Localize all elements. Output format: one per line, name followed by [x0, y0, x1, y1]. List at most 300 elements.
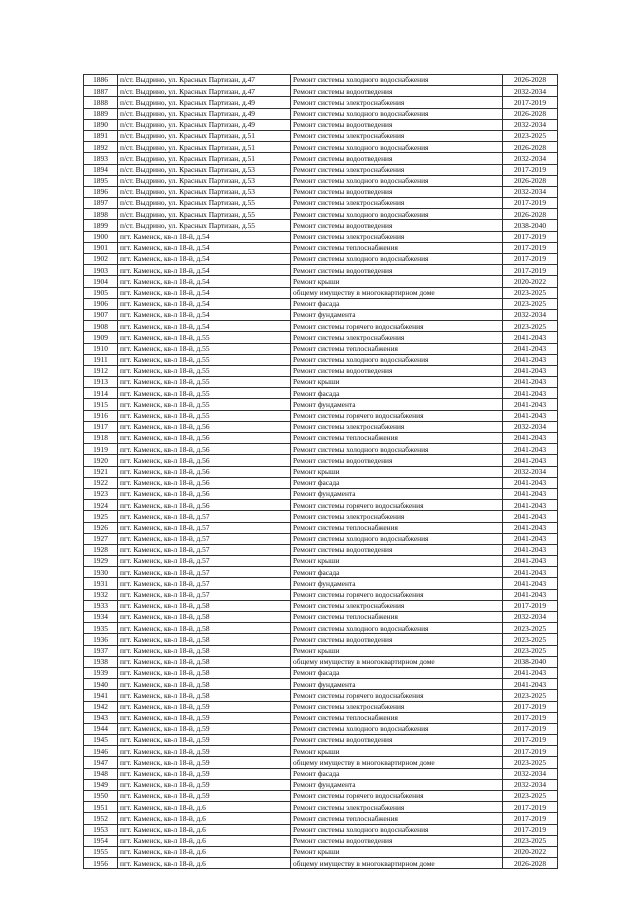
address-cell: пгт. Каменск, кв-л 18-й, д.6 — [118, 858, 291, 869]
address-cell: п/ст. Выдрино, ул. Красных Партизан, д.53 — [118, 164, 291, 175]
row-number: 1932 — [84, 589, 118, 600]
table-row — [84, 578, 558, 589]
repair-schedule-table — [83, 74, 558, 869]
address-cell: п/ст. Выдрино, ул. Красных Партизан, д.53 — [118, 186, 291, 197]
table-row — [84, 735, 558, 746]
row-number: 1938 — [84, 656, 118, 667]
row-number: 1922 — [84, 477, 118, 488]
address-cell: пгт. Каменск, кв-л 18-й, д.6 — [118, 824, 291, 835]
address-cell: пгт. Каменск, кв-л 18-й, д.59 — [118, 712, 291, 723]
row-number: 1894 — [84, 164, 118, 175]
address-cell: п/ст. Выдрино, ул. Красных Партизан, д.53 — [118, 175, 291, 186]
period-cell: 2017-2019 — [503, 824, 558, 835]
address-cell: пгт. Каменск, кв-л 18-й, д.59 — [118, 757, 291, 768]
work-type-cell: Ремонт системы электроснабжения — [291, 511, 503, 522]
period-cell: 2023-2025 — [503, 130, 558, 141]
table-row — [84, 365, 558, 376]
period-cell: 2017-2019 — [503, 97, 558, 108]
address-cell: пгт. Каменск, кв-л 18-й, д.54 — [118, 287, 291, 298]
address-cell: пгт. Каменск, кв-л 18-й, д.58 — [118, 679, 291, 690]
table-row — [84, 220, 558, 231]
period-cell: 2032-2034 — [503, 153, 558, 164]
row-number: 1925 — [84, 511, 118, 522]
address-cell: пгт. Каменск, кв-л 18-й, д.58 — [118, 690, 291, 701]
period-cell: 2032-2034 — [503, 421, 558, 432]
row-number: 1886 — [84, 75, 118, 86]
period-cell: 2041-2043 — [503, 343, 558, 354]
table-row — [84, 421, 558, 432]
period-cell: 2023-2025 — [503, 690, 558, 701]
table-row — [84, 667, 558, 678]
address-cell: пгт. Каменск, кв-л 18-й, д.57 — [118, 578, 291, 589]
address-cell: п/ст. Выдрино, ул. Красных Партизан, д.47 — [118, 86, 291, 97]
period-cell: 2041-2043 — [503, 377, 558, 388]
period-cell: 2017-2019 — [503, 242, 558, 253]
row-number: 1937 — [84, 645, 118, 656]
period-cell: 2026-2028 — [503, 175, 558, 186]
row-number: 1926 — [84, 522, 118, 533]
table-row — [84, 511, 558, 522]
work-type-cell: Ремонт фасада — [291, 567, 503, 578]
work-type-cell: Ремонт фасада — [291, 477, 503, 488]
address-cell: пгт. Каменск, кв-л 18-й, д.56 — [118, 500, 291, 511]
table-row — [84, 343, 558, 354]
address-cell: пгт. Каменск, кв-л 18-й, д.57 — [118, 511, 291, 522]
work-type-cell: Ремонт системы холодного водоснабжения — [291, 142, 503, 153]
table-row — [84, 544, 558, 555]
row-number: 1906 — [84, 298, 118, 309]
table-row — [84, 354, 558, 365]
row-number: 1955 — [84, 846, 118, 857]
work-type-cell: Ремонт системы электроснабжения — [291, 164, 503, 175]
table-row — [84, 75, 558, 86]
work-type-cell: Ремонт системы холодного водоснабжения — [291, 723, 503, 734]
table-row — [84, 86, 558, 97]
period-cell: 2041-2043 — [503, 399, 558, 410]
table-row — [84, 142, 558, 153]
address-cell: пгт. Каменск, кв-л 18-й, д.59 — [118, 768, 291, 779]
table-row — [84, 119, 558, 130]
table-row — [84, 500, 558, 511]
address-cell: п/ст. Выдрино, ул. Красных Партизан, д.49 — [118, 119, 291, 130]
work-type-cell: Ремонт системы водоотведения — [291, 186, 503, 197]
period-cell: 2023-2025 — [503, 634, 558, 645]
address-cell: пгт. Каменск, кв-л 18-й, д.59 — [118, 735, 291, 746]
work-type-cell: Ремонт системы электроснабжения — [291, 130, 503, 141]
period-cell: 2026-2028 — [503, 75, 558, 86]
address-cell: пгт. Каменск, кв-л 18-й, д.54 — [118, 321, 291, 332]
period-cell: 2023-2025 — [503, 298, 558, 309]
address-cell: пгт. Каменск, кв-л 18-й, д.54 — [118, 254, 291, 265]
table-row — [84, 712, 558, 723]
address-cell: пгт. Каменск, кв-л 18-й, д.55 — [118, 377, 291, 388]
period-cell: 2017-2019 — [503, 198, 558, 209]
row-number: 1908 — [84, 321, 118, 332]
row-number: 1914 — [84, 388, 118, 399]
address-cell: пгт. Каменск, кв-л 18-й, д.57 — [118, 533, 291, 544]
period-cell: 2017-2019 — [503, 746, 558, 757]
work-type-cell: Ремонт системы горячего водоснабжения — [291, 791, 503, 802]
period-cell: 2023-2025 — [503, 287, 558, 298]
table-row — [84, 231, 558, 242]
row-number: 1916 — [84, 410, 118, 421]
row-number: 1947 — [84, 757, 118, 768]
row-number: 1920 — [84, 455, 118, 466]
row-number: 1909 — [84, 332, 118, 343]
work-type-cell: Ремонт системы водоотведения — [291, 735, 503, 746]
table-row — [84, 690, 558, 701]
address-cell: пгт. Каменск, кв-л 18-й, д.55 — [118, 332, 291, 343]
row-number: 1889 — [84, 108, 118, 119]
address-cell: пгт. Каменск, кв-л 18-й, д.57 — [118, 544, 291, 555]
period-cell: 2023-2025 — [503, 791, 558, 802]
period-cell: 2041-2043 — [503, 567, 558, 578]
period-cell: 2017-2019 — [503, 735, 558, 746]
row-number: 1942 — [84, 701, 118, 712]
work-type-cell: Ремонт фундамента — [291, 779, 503, 790]
period-cell: 2032-2034 — [503, 309, 558, 320]
work-type-cell: Ремонт системы теплоснабжения — [291, 433, 503, 444]
work-type-cell: Ремонт системы теплоснабжения — [291, 343, 503, 354]
work-type-cell: Ремонт системы теплоснабжения — [291, 242, 503, 253]
row-number: 1911 — [84, 354, 118, 365]
row-number: 1951 — [84, 802, 118, 813]
period-cell: 2041-2043 — [503, 477, 558, 488]
row-number: 1904 — [84, 276, 118, 287]
period-cell: 2026-2028 — [503, 209, 558, 220]
table-row — [84, 768, 558, 779]
address-cell: пгт. Каменск, кв-л 18-й, д.57 — [118, 556, 291, 567]
table-row — [84, 309, 558, 320]
work-type-cell: Ремонт крыши — [291, 466, 503, 477]
table-row — [84, 108, 558, 119]
table-body — [84, 75, 558, 869]
address-cell: пгт. Каменск, кв-л 18-й, д.56 — [118, 433, 291, 444]
address-cell: пгт. Каменск, кв-л 18-й, д.59 — [118, 701, 291, 712]
address-cell: пгт. Каменск, кв-л 18-й, д.56 — [118, 466, 291, 477]
table-row — [84, 175, 558, 186]
period-cell: 2020-2022 — [503, 276, 558, 287]
period-cell: 2032-2034 — [503, 86, 558, 97]
period-cell: 2041-2043 — [503, 455, 558, 466]
table-row — [84, 410, 558, 421]
table-row — [84, 287, 558, 298]
table-row — [84, 858, 558, 869]
work-type-cell: Ремонт крыши — [291, 645, 503, 656]
work-type-cell: Ремонт системы электроснабжения — [291, 701, 503, 712]
period-cell: 2032-2034 — [503, 186, 558, 197]
row-number: 1900 — [84, 231, 118, 242]
table-row — [84, 488, 558, 499]
address-cell: п/ст. Выдрино, ул. Красных Партизан, д.51 — [118, 130, 291, 141]
period-cell: 2041-2043 — [503, 410, 558, 421]
table-row — [84, 723, 558, 734]
period-cell: 2038-2040 — [503, 656, 558, 667]
work-type-cell: общему имуществу в многоквартирном доме — [291, 858, 503, 869]
period-cell: 2017-2019 — [503, 600, 558, 611]
table-row — [84, 209, 558, 220]
work-type-cell: общему имуществу в многоквартирном доме — [291, 757, 503, 768]
work-type-cell: Ремонт системы электроснабжения — [291, 231, 503, 242]
address-cell: пгт. Каменск, кв-л 18-й, д.6 — [118, 835, 291, 846]
address-cell: пгт. Каменск, кв-л 18-й, д.56 — [118, 488, 291, 499]
address-cell: пгт. Каменск, кв-л 18-й, д.6 — [118, 802, 291, 813]
work-type-cell: Ремонт системы водоотведения — [291, 835, 503, 846]
address-cell: пгт. Каменск, кв-л 18-й, д.6 — [118, 813, 291, 824]
address-cell: пгт. Каменск, кв-л 18-й, д.57 — [118, 589, 291, 600]
table-row — [84, 701, 558, 712]
row-number: 1891 — [84, 130, 118, 141]
work-type-cell: Ремонт системы электроснабжения — [291, 600, 503, 611]
address-cell: п/ст. Выдрино, ул. Красных Партизан, д.51 — [118, 142, 291, 153]
row-number: 1895 — [84, 175, 118, 186]
period-cell: 2032-2034 — [503, 119, 558, 130]
period-cell: 2017-2019 — [503, 802, 558, 813]
row-number: 1896 — [84, 186, 118, 197]
period-cell: 2041-2043 — [503, 388, 558, 399]
period-cell: 2041-2043 — [503, 354, 558, 365]
row-number: 1935 — [84, 623, 118, 634]
work-type-cell: Ремонт фасада — [291, 768, 503, 779]
table-row — [84, 433, 558, 444]
table-row — [84, 332, 558, 343]
work-type-cell: Ремонт системы холодного водоснабжения — [291, 623, 503, 634]
work-type-cell: Ремонт фасада — [291, 298, 503, 309]
table-row — [84, 846, 558, 857]
work-type-cell: Ремонт системы горячего водоснабжения — [291, 690, 503, 701]
work-type-cell: Ремонт фундамента — [291, 578, 503, 589]
row-number: 1899 — [84, 220, 118, 231]
work-type-cell: Ремонт системы теплоснабжения — [291, 522, 503, 533]
table-row — [84, 589, 558, 600]
period-cell: 2023-2025 — [503, 623, 558, 634]
table-row — [84, 276, 558, 287]
table-row — [84, 153, 558, 164]
table-row — [84, 757, 558, 768]
address-cell: п/ст. Выдрино, ул. Красных Партизан, д.47 — [118, 75, 291, 86]
address-cell: пгт. Каменск, кв-л 18-й, д.54 — [118, 231, 291, 242]
table-row — [84, 321, 558, 332]
row-number: 1933 — [84, 600, 118, 611]
address-cell: пгт. Каменск, кв-л 18-й, д.55 — [118, 388, 291, 399]
period-cell: 2017-2019 — [503, 164, 558, 175]
period-cell: 2026-2028 — [503, 108, 558, 119]
period-cell: 2032-2034 — [503, 612, 558, 623]
table-row — [84, 164, 558, 175]
work-type-cell: Ремонт фундамента — [291, 309, 503, 320]
period-cell: 2041-2043 — [503, 578, 558, 589]
address-cell: пгт. Каменск, кв-л 18-й, д.55 — [118, 410, 291, 421]
row-number: 1936 — [84, 634, 118, 645]
table-row — [84, 556, 558, 567]
period-cell: 2041-2043 — [503, 544, 558, 555]
address-cell: пгт. Каменск, кв-л 18-й, д.6 — [118, 846, 291, 857]
address-cell: пгт. Каменск, кв-л 18-й, д.55 — [118, 365, 291, 376]
table-row — [84, 802, 558, 813]
row-number: 1893 — [84, 153, 118, 164]
work-type-cell: Ремонт системы горячего водоснабжения — [291, 589, 503, 600]
period-cell: 2017-2019 — [503, 254, 558, 265]
table-row — [84, 645, 558, 656]
table-row — [84, 455, 558, 466]
row-number: 1903 — [84, 265, 118, 276]
period-cell: 2020-2022 — [503, 846, 558, 857]
work-type-cell: Ремонт системы водоотведения — [291, 634, 503, 645]
address-cell: пгт. Каменск, кв-л 18-й, д.56 — [118, 444, 291, 455]
table-row — [84, 791, 558, 802]
row-number: 1919 — [84, 444, 118, 455]
address-cell: пгт. Каменск, кв-л 18-й, д.55 — [118, 354, 291, 365]
row-number: 1917 — [84, 421, 118, 432]
address-cell: пгт. Каменск, кв-л 18-й, д.54 — [118, 276, 291, 287]
period-cell: 2026-2028 — [503, 858, 558, 869]
table-row — [84, 242, 558, 253]
period-cell: 2041-2043 — [503, 488, 558, 499]
address-cell: пгт. Каменск, кв-л 18-й, д.54 — [118, 309, 291, 320]
work-type-cell: Ремонт фундамента — [291, 399, 503, 410]
work-type-cell: Ремонт крыши — [291, 746, 503, 757]
row-number: 1901 — [84, 242, 118, 253]
work-type-cell: Ремонт системы водоотведения — [291, 86, 503, 97]
work-type-cell: Ремонт системы холодного водоснабжения — [291, 209, 503, 220]
table-row — [84, 679, 558, 690]
row-number: 1902 — [84, 254, 118, 265]
table-row — [84, 813, 558, 824]
work-type-cell: Ремонт системы горячего водоснабжения — [291, 410, 503, 421]
work-type-cell: Ремонт системы электроснабжения — [291, 421, 503, 432]
work-type-cell: Ремонт системы электроснабжения — [291, 97, 503, 108]
address-cell: пгт. Каменск, кв-л 18-й, д.58 — [118, 667, 291, 678]
table-row — [84, 254, 558, 265]
work-type-cell: Ремонт системы холодного водоснабжения — [291, 75, 503, 86]
period-cell: 2032-2034 — [503, 768, 558, 779]
work-type-cell: Ремонт системы холодного водоснабжения — [291, 824, 503, 835]
work-type-cell: Ремонт системы водоотведения — [291, 365, 503, 376]
period-cell: 2017-2019 — [503, 265, 558, 276]
address-cell: пгт. Каменск, кв-л 18-й, д.58 — [118, 600, 291, 611]
table-row — [84, 477, 558, 488]
address-cell: п/ст. Выдрино, ул. Красных Партизан, д.55 — [118, 220, 291, 231]
work-type-cell: Ремонт системы водоотведения — [291, 220, 503, 231]
row-number: 1934 — [84, 612, 118, 623]
period-cell: 2041-2043 — [503, 667, 558, 678]
table-row — [84, 377, 558, 388]
work-type-cell: Ремонт крыши — [291, 846, 503, 857]
work-type-cell: Ремонт фундамента — [291, 488, 503, 499]
table-row — [84, 612, 558, 623]
row-number: 1954 — [84, 835, 118, 846]
table-row — [84, 388, 558, 399]
work-type-cell: общему имуществу в многоквартирном доме — [291, 287, 503, 298]
period-cell: 2026-2028 — [503, 142, 558, 153]
address-cell: пгт. Каменск, кв-л 18-й, д.55 — [118, 343, 291, 354]
row-number: 1940 — [84, 679, 118, 690]
row-number: 1892 — [84, 142, 118, 153]
work-type-cell: Ремонт системы теплоснабжения — [291, 612, 503, 623]
row-number: 1946 — [84, 746, 118, 757]
work-type-cell: Ремонт системы холодного водоснабжения — [291, 254, 503, 265]
work-type-cell: Ремонт системы горячего водоснабжения — [291, 500, 503, 511]
row-number: 1918 — [84, 433, 118, 444]
row-number: 1887 — [84, 86, 118, 97]
row-number: 1953 — [84, 824, 118, 835]
row-number: 1927 — [84, 533, 118, 544]
row-number: 1921 — [84, 466, 118, 477]
period-cell: 2017-2019 — [503, 723, 558, 734]
address-cell: пгт. Каменск, кв-л 18-й, д.57 — [118, 522, 291, 533]
row-number: 1950 — [84, 791, 118, 802]
address-cell: п/ст. Выдрино, ул. Красных Партизан, д.55 — [118, 198, 291, 209]
work-type-cell: Ремонт системы холодного водоснабжения — [291, 444, 503, 455]
period-cell: 2041-2043 — [503, 589, 558, 600]
work-type-cell: Ремонт фундамента — [291, 679, 503, 690]
work-type-cell: Ремонт крыши — [291, 556, 503, 567]
address-cell: пгт. Каменск, кв-л 18-й, д.58 — [118, 656, 291, 667]
period-cell: 2041-2043 — [503, 365, 558, 376]
work-type-cell: Ремонт фасада — [291, 667, 503, 678]
address-cell: пгт. Каменск, кв-л 18-й, д.59 — [118, 723, 291, 734]
row-number: 1924 — [84, 500, 118, 511]
row-number: 1941 — [84, 690, 118, 701]
period-cell: 2032-2034 — [503, 466, 558, 477]
period-cell: 2041-2043 — [503, 522, 558, 533]
address-cell: пгт. Каменск, кв-л 18-й, д.59 — [118, 779, 291, 790]
work-type-cell: Ремонт крыши — [291, 377, 503, 388]
table-row — [84, 533, 558, 544]
table-row — [84, 623, 558, 634]
period-cell: 2017-2019 — [503, 231, 558, 242]
table-row — [84, 567, 558, 578]
table-row — [84, 746, 558, 757]
period-cell: 2038-2040 — [503, 220, 558, 231]
address-cell: пгт. Каменск, кв-л 18-й, д.57 — [118, 567, 291, 578]
row-number: 1910 — [84, 343, 118, 354]
period-cell: 2041-2043 — [503, 533, 558, 544]
work-type-cell: Ремонт системы холодного водоснабжения — [291, 354, 503, 365]
table-row — [84, 522, 558, 533]
row-number: 1890 — [84, 119, 118, 130]
row-number: 1944 — [84, 723, 118, 734]
table-row — [84, 779, 558, 790]
address-cell: пгт. Каменск, кв-л 18-й, д.54 — [118, 242, 291, 253]
period-cell: 2017-2019 — [503, 701, 558, 712]
row-number: 1943 — [84, 712, 118, 723]
row-number: 1956 — [84, 858, 118, 869]
row-number: 1907 — [84, 309, 118, 320]
table-row — [84, 444, 558, 455]
table-row — [84, 265, 558, 276]
address-cell: пгт. Каменск, кв-л 18-й, д.54 — [118, 298, 291, 309]
period-cell: 2041-2043 — [503, 332, 558, 343]
table-row — [84, 600, 558, 611]
address-cell: пгт. Каменск, кв-л 18-й, д.59 — [118, 791, 291, 802]
work-type-cell: Ремонт системы электроснабжения — [291, 802, 503, 813]
row-number: 1915 — [84, 399, 118, 410]
row-number: 1897 — [84, 198, 118, 209]
work-type-cell: Ремонт системы электроснабжения — [291, 332, 503, 343]
address-cell: пгт. Каменск, кв-л 18-й, д.58 — [118, 645, 291, 656]
table-row — [84, 824, 558, 835]
row-number: 1949 — [84, 779, 118, 790]
address-cell: пгт. Каменск, кв-л 18-й, д.56 — [118, 477, 291, 488]
work-type-cell: Ремонт системы водоотведения — [291, 455, 503, 466]
period-cell: 2023-2025 — [503, 645, 558, 656]
period-cell: 2041-2043 — [503, 556, 558, 567]
period-cell: 2017-2019 — [503, 712, 558, 723]
table-row — [84, 198, 558, 209]
row-number: 1888 — [84, 97, 118, 108]
period-cell: 2023-2025 — [503, 757, 558, 768]
